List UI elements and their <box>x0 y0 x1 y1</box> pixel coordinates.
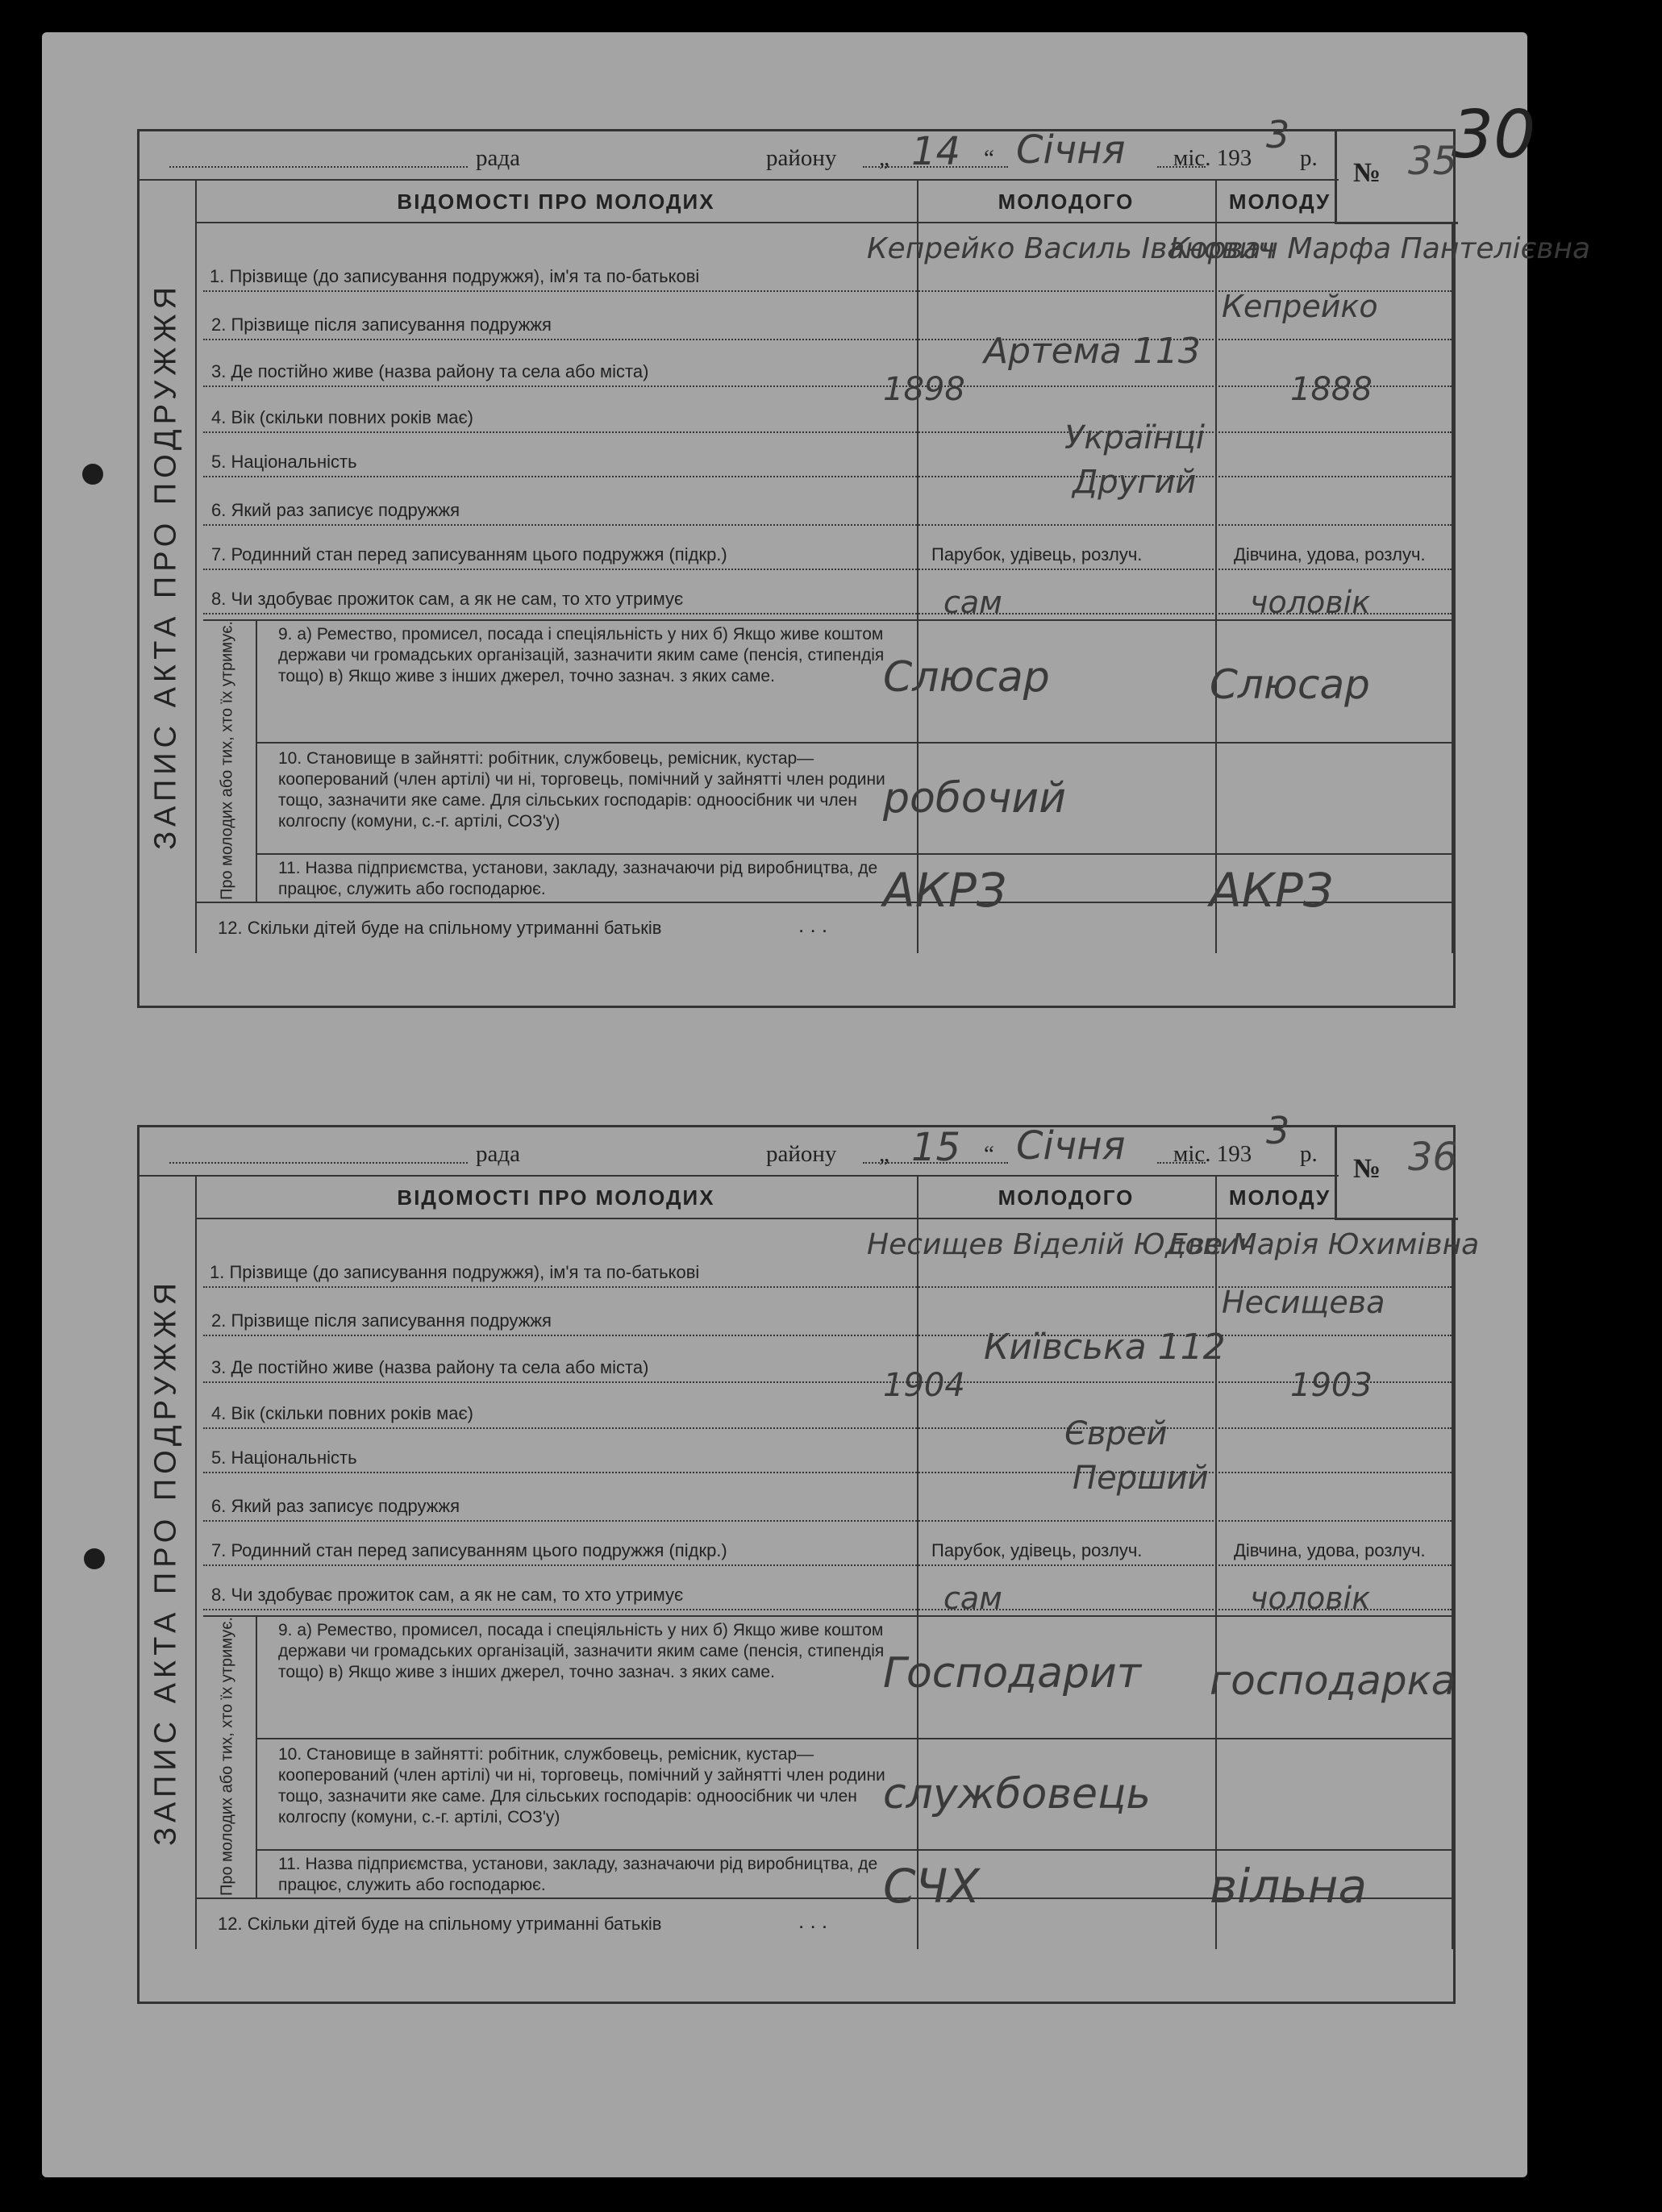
bride-support: чоловік <box>1250 1581 1371 1616</box>
dotted-line <box>203 476 1452 477</box>
rada-label: рада <box>476 145 520 171</box>
groom-name: Кепрейко Василь Іванович <box>867 232 1275 265</box>
divider <box>1452 222 1453 953</box>
divider <box>1452 1218 1453 1949</box>
groom-column-header: МОЛОДОГО <box>998 1185 1135 1210</box>
form-header <box>137 113 1339 181</box>
field-label-10: 10. Становище в зайнятті: робітник, службовець, ремісник, кустар—кооперований (член артілі) чи ні, торговець, помічний у зайнятті член родини тощо, зазначити яке саме. Для сільських господарів: одноосібник чи член колгоспу (комуни, с.-г. артілі, СОЗ'у) <box>278 1745 885 1827</box>
bride-column-header: МОЛОДУ <box>1228 1185 1331 1210</box>
dotted-line <box>203 1520 1452 1522</box>
number-label: № <box>1353 1154 1381 1184</box>
quote-mark: “ <box>984 1141 994 1167</box>
field-label-4: 4. Вік (скільки повних років має) <box>211 407 474 427</box>
bride-column-header: МОЛОДУ <box>1228 190 1331 214</box>
dotted-line <box>203 385 1452 387</box>
divider <box>917 179 918 953</box>
form-header <box>137 1109 1339 1177</box>
dotted-line <box>203 1335 1452 1336</box>
bride-support: чоловік <box>1250 585 1371 620</box>
rada-label: рада <box>476 1141 520 1167</box>
groom-support: сам <box>943 585 1002 620</box>
marriage-record-form <box>137 1109 1480 2004</box>
groom-position: службовець <box>883 1770 1152 1818</box>
number-label: № <box>1353 158 1381 188</box>
year-suffix-label: р. <box>1300 1141 1318 1167</box>
year-suffix-label: р. <box>1300 145 1318 171</box>
side-title-column <box>137 179 197 953</box>
section-title: ВІДОМОСТІ ПРО МОЛОДИХ <box>397 1185 715 1210</box>
divider <box>917 1175 918 1949</box>
bride-workplace: АКРЗ <box>1210 863 1334 918</box>
divider <box>195 222 1344 223</box>
field-label-9: 9. а) Ремество, промисел, посада і спеціяльність у них б) Якщо живе коштом держави чи громадських організацій, зазначити яким саме (пенсія, стипендія тощо) в) Якщо живе з інших джерел, точно зазнач. з яких саме. <box>278 1621 885 1681</box>
groom-birth-year: 1898 <box>883 371 965 408</box>
bride-birth-year: 1903 <box>1290 1367 1373 1404</box>
groom-column-header: МОЛОДОГО <box>998 190 1135 214</box>
handwritten-day: 14 <box>911 129 961 174</box>
field-label-1: 1. Прізвище (до записування подружжя), ім'я та по-батькові <box>210 1262 700 1282</box>
dotted-line <box>203 1381 1452 1383</box>
quote-mark: “ <box>984 145 994 171</box>
groom-birth-year: 1904 <box>883 1367 965 1404</box>
dotted-line <box>203 1427 1452 1429</box>
dotted-line <box>203 1564 1452 1566</box>
bride-new-surname: Кепрейко <box>1222 289 1378 324</box>
record-number-box <box>1335 129 1458 224</box>
divider <box>256 853 1452 855</box>
groom-name: Несищев Віделій Юдович <box>867 1228 1256 1261</box>
handwritten-record-number: 35 <box>1408 139 1458 184</box>
record-number-box <box>1335 1125 1458 1220</box>
field-label-7: 7. Родинний стан перед записуванням цього подружжя (підкр.) <box>211 1540 727 1560</box>
groom-marriage-count: Другий <box>1073 464 1197 501</box>
field-label-10: 10. Становище в зайнятті: робітник, службовець, ремісник, кустар—кооперований (член артілі) чи ні, торговець, помічний у зайнятті член родини тощо, зазначити яке саме. Для сільських господарів: одноосібник чи член колгоспу (комуни, с.-г. артілі, СОЗ'у) <box>278 749 885 831</box>
bride-new-surname: Несищева <box>1222 1285 1385 1320</box>
groom-nationality: Єврей <box>1064 1415 1168 1452</box>
rayon-label: району <box>766 145 837 171</box>
page-number: 30 <box>1452 97 1536 173</box>
side-title: ЗАПИС АКТА ПРО ПОДРУЖЖЯ <box>148 282 183 850</box>
groom-marriage-count: Перший <box>1073 1460 1209 1497</box>
dotted-line <box>169 166 468 168</box>
divider <box>256 1738 1452 1739</box>
punch-hole <box>84 1548 105 1569</box>
field-label-6: 6. Який раз записує подружжя <box>211 1496 460 1516</box>
divider <box>256 742 1452 744</box>
subgroup-title: Про молодих або тих, хто їх утримує. <box>218 1617 236 1896</box>
groom-residence: Артема 113 <box>984 331 1201 372</box>
groom-status-options: Парубок, удівець, розлуч. <box>931 544 1143 564</box>
month-year-label: міс. 193 <box>1173 145 1252 171</box>
groom-status-options: Парубок, удівець, розлуч. <box>931 1540 1143 1560</box>
field-label-3: 3. Де постійно живе (назва району та села або міста) <box>211 1357 649 1377</box>
handwritten-month: Січня <box>1016 1123 1126 1168</box>
dotted-line: . . . <box>798 1909 828 1933</box>
groom-occupation: Господарит <box>883 1649 1142 1698</box>
rayon-label: району <box>766 1141 837 1167</box>
handwritten-year-digit: 3 <box>1266 113 1290 156</box>
handwritten-month: Січня <box>1016 127 1126 173</box>
bride-status-options: Дівчина, удова, розлуч. <box>1234 544 1426 564</box>
handwritten-year-digit: 3 <box>1266 1109 1290 1152</box>
divider <box>256 1849 1452 1851</box>
divider <box>1215 1175 1217 1949</box>
field-label-5: 5. Національність <box>211 452 357 472</box>
dotted-line <box>169 1162 468 1164</box>
field-label-5: 5. Національність <box>211 1448 357 1468</box>
bride-occupation: господарка <box>1210 1657 1456 1704</box>
field-label-1: 1. Прізвище (до записування подружжя), ім'я та по-батькові <box>210 266 700 286</box>
field-label-9: 9. а) Ремество, промисел, посада і спеціяльність у них б) Якщо живе коштом держави чи громадських організацій, зазначити яким саме (пенсія, стипендія тощо) в) Якщо живе з інших джерел, точно зазнач. з яких саме. <box>278 625 885 685</box>
side-title-column <box>137 1175 197 1949</box>
groom-workplace: СЧХ <box>883 1859 980 1914</box>
field-label-11: 11. Назва підприємства, установи, закладу, зазначаючи рід виробництва, де працює, служить або господарює. <box>278 1855 878 1894</box>
field-label-2: 2. Прізвище після записування подружжя <box>211 315 552 335</box>
groom-nationality: Українці <box>1064 419 1206 456</box>
dotted-line <box>203 339 1452 340</box>
bride-occupation: Слюсар <box>1210 661 1370 708</box>
groom-residence: Київська 112 <box>984 1327 1226 1368</box>
field-label-12: 12. Скільки дітей буде на спільному утриманні батьків <box>218 918 662 938</box>
dotted-line: . . . <box>798 913 828 937</box>
dotted-line <box>203 524 1452 526</box>
groom-position: робочий <box>883 774 1067 823</box>
section-title: ВІДОМОСТІ ПРО МОЛОДИХ <box>397 190 715 214</box>
field-label-6: 6. Який раз записує подружжя <box>211 500 460 520</box>
groom-occupation: Слюсар <box>883 653 1050 702</box>
subgroup-label <box>203 1615 257 1897</box>
groom-support: сам <box>943 1581 1002 1616</box>
handwritten-record-number: 36 <box>1408 1135 1458 1180</box>
bride-workplace: вільна <box>1210 1859 1368 1914</box>
field-label-8: 8. Чи здобуває прожиток сам, а як не сам, то хто утримує <box>211 589 684 609</box>
groom-workplace: АКРЗ <box>883 863 1007 918</box>
field-label-2: 2. Прізвище після записування подружжя <box>211 1310 552 1331</box>
side-title: ЗАПИС АКТА ПРО ПОДРУЖЖЯ <box>148 1278 183 1846</box>
field-label-12: 12. Скільки дітей буде на спільному утриманні батьків <box>218 1914 662 1934</box>
subgroup-label <box>203 619 257 902</box>
subgroup-title: Про молодих або тих, хто їх утримує. <box>218 621 236 900</box>
bride-name: Корвач Марфа Пантелієвна <box>1169 232 1591 265</box>
handwritten-day: 15 <box>911 1125 961 1170</box>
field-label-4: 4. Вік (скільки повних років має) <box>211 1403 474 1423</box>
punch-hole <box>82 464 103 485</box>
month-year-label: міс. 193 <box>1173 1141 1252 1167</box>
divider <box>1215 179 1217 953</box>
bride-name: Еве Марія Юхимівна <box>1169 1228 1480 1261</box>
dotted-line <box>203 1472 1452 1473</box>
quote-mark: „ <box>879 1141 889 1167</box>
bride-birth-year: 1888 <box>1290 371 1373 408</box>
dotted-line <box>203 569 1452 570</box>
field-label-3: 3. Де постійно живе (назва району та села або міста) <box>211 361 649 381</box>
divider <box>195 1218 1344 1219</box>
quote-mark: „ <box>879 145 889 171</box>
field-label-11: 11. Назва підприємства, установи, закладу, зазначаючи рід виробництва, де працює, служить або господарює. <box>278 859 878 898</box>
dotted-line <box>203 431 1452 433</box>
field-label-8: 8. Чи здобуває прожиток сам, а як не сам, то хто утримує <box>211 1585 684 1605</box>
bride-status-options: Дівчина, удова, розлуч. <box>1234 1540 1426 1560</box>
field-label-7: 7. Родинний стан перед записуванням цього подружжя (підкр.) <box>211 544 727 564</box>
